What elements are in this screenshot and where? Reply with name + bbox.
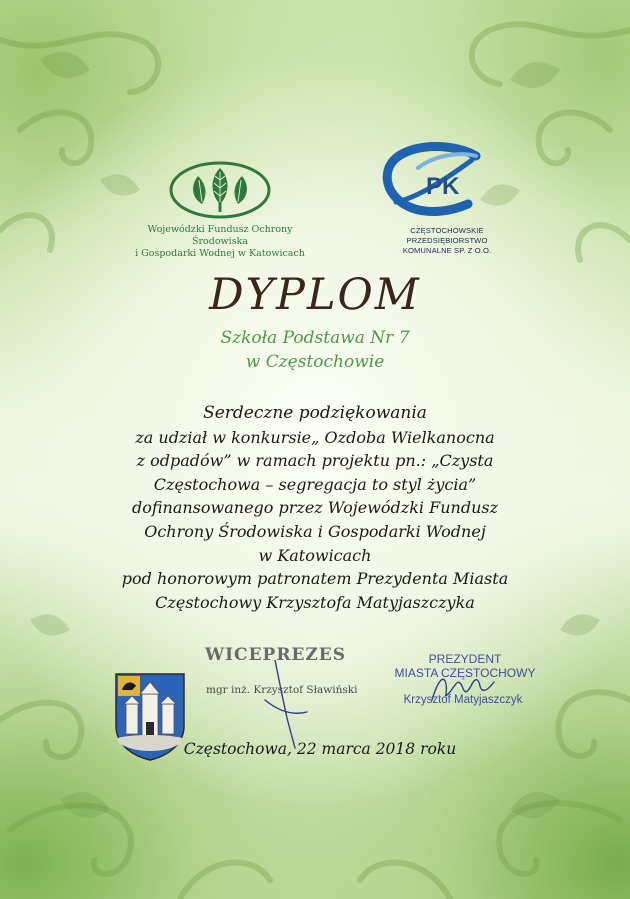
three-leaves-oval-logo-icon <box>168 160 272 220</box>
cpk-name <box>372 226 522 256</box>
mayor-title-line2: MIASTA CZĘSTOCHOWY <box>394 666 536 680</box>
body-line: Częstochowy Krzysztofa Matyjaszczyka <box>155 592 475 612</box>
body-line: za udział w konkursie„ Ozdoba Wielkanocna <box>135 427 495 447</box>
cpk-name-line1: CZĘSTOCHOWSKIE PRZEDSIĘBIORSTWO <box>406 226 488 245</box>
recipient-line1: Szkoła Podstawa Nr 7 <box>220 328 410 348</box>
mayor-name: Krzysztof Matyjaszczyk <box>403 694 523 706</box>
wfos-name-line2: i Gospodarki Wodnej w Katowicach <box>135 248 305 259</box>
cpk-logo <box>372 142 532 260</box>
cpk-swoosh-logo-icon <box>376 142 488 222</box>
body-line: dofinansowanego przez Wojewódzki Fundusz <box>131 498 499 518</box>
mayor-title-line1: PREZYDENT <box>428 652 502 666</box>
place-and-date: Częstochowa, 22 marca 2018 roku <box>183 740 457 758</box>
cpk-mark-text: PK <box>426 173 460 200</box>
body-line: w Katowicach <box>258 545 372 565</box>
body-line: Częstochowa – segregacja to styl życia” <box>153 474 477 494</box>
acknowledgement-text <box>90 402 540 614</box>
mayor-signature-icon <box>428 670 498 706</box>
body-line: pod honorowym patronatem Prezydenta Miasta <box>121 569 509 589</box>
wfos-logo <box>120 156 320 259</box>
body-line: Serdeczne podziękowania <box>203 403 427 423</box>
recipient <box>0 326 630 374</box>
wfos-name-line1: Wojewódzki Fundusz Ochrony Środowiska <box>147 224 293 247</box>
cpk-name-line2: KOMUNALNE SP. Z O.O. <box>402 246 492 255</box>
diploma-title: DYPLOM <box>209 270 421 320</box>
vice-president-name: mgr inż. Krzysztof Sławiński <box>206 684 358 696</box>
wfos-name <box>120 224 320 260</box>
vice-president-signature-icon <box>255 660 315 750</box>
recipient-line2: w Częstochowie <box>245 352 385 372</box>
body-line: Ochrony Środowiska i Gospodarki Wodnej <box>144 521 486 541</box>
body-line: z odpadów” w ramach projektu pn.: „Czysta <box>136 451 494 471</box>
vice-president-stamp-title: WICEPREZES <box>205 645 347 665</box>
